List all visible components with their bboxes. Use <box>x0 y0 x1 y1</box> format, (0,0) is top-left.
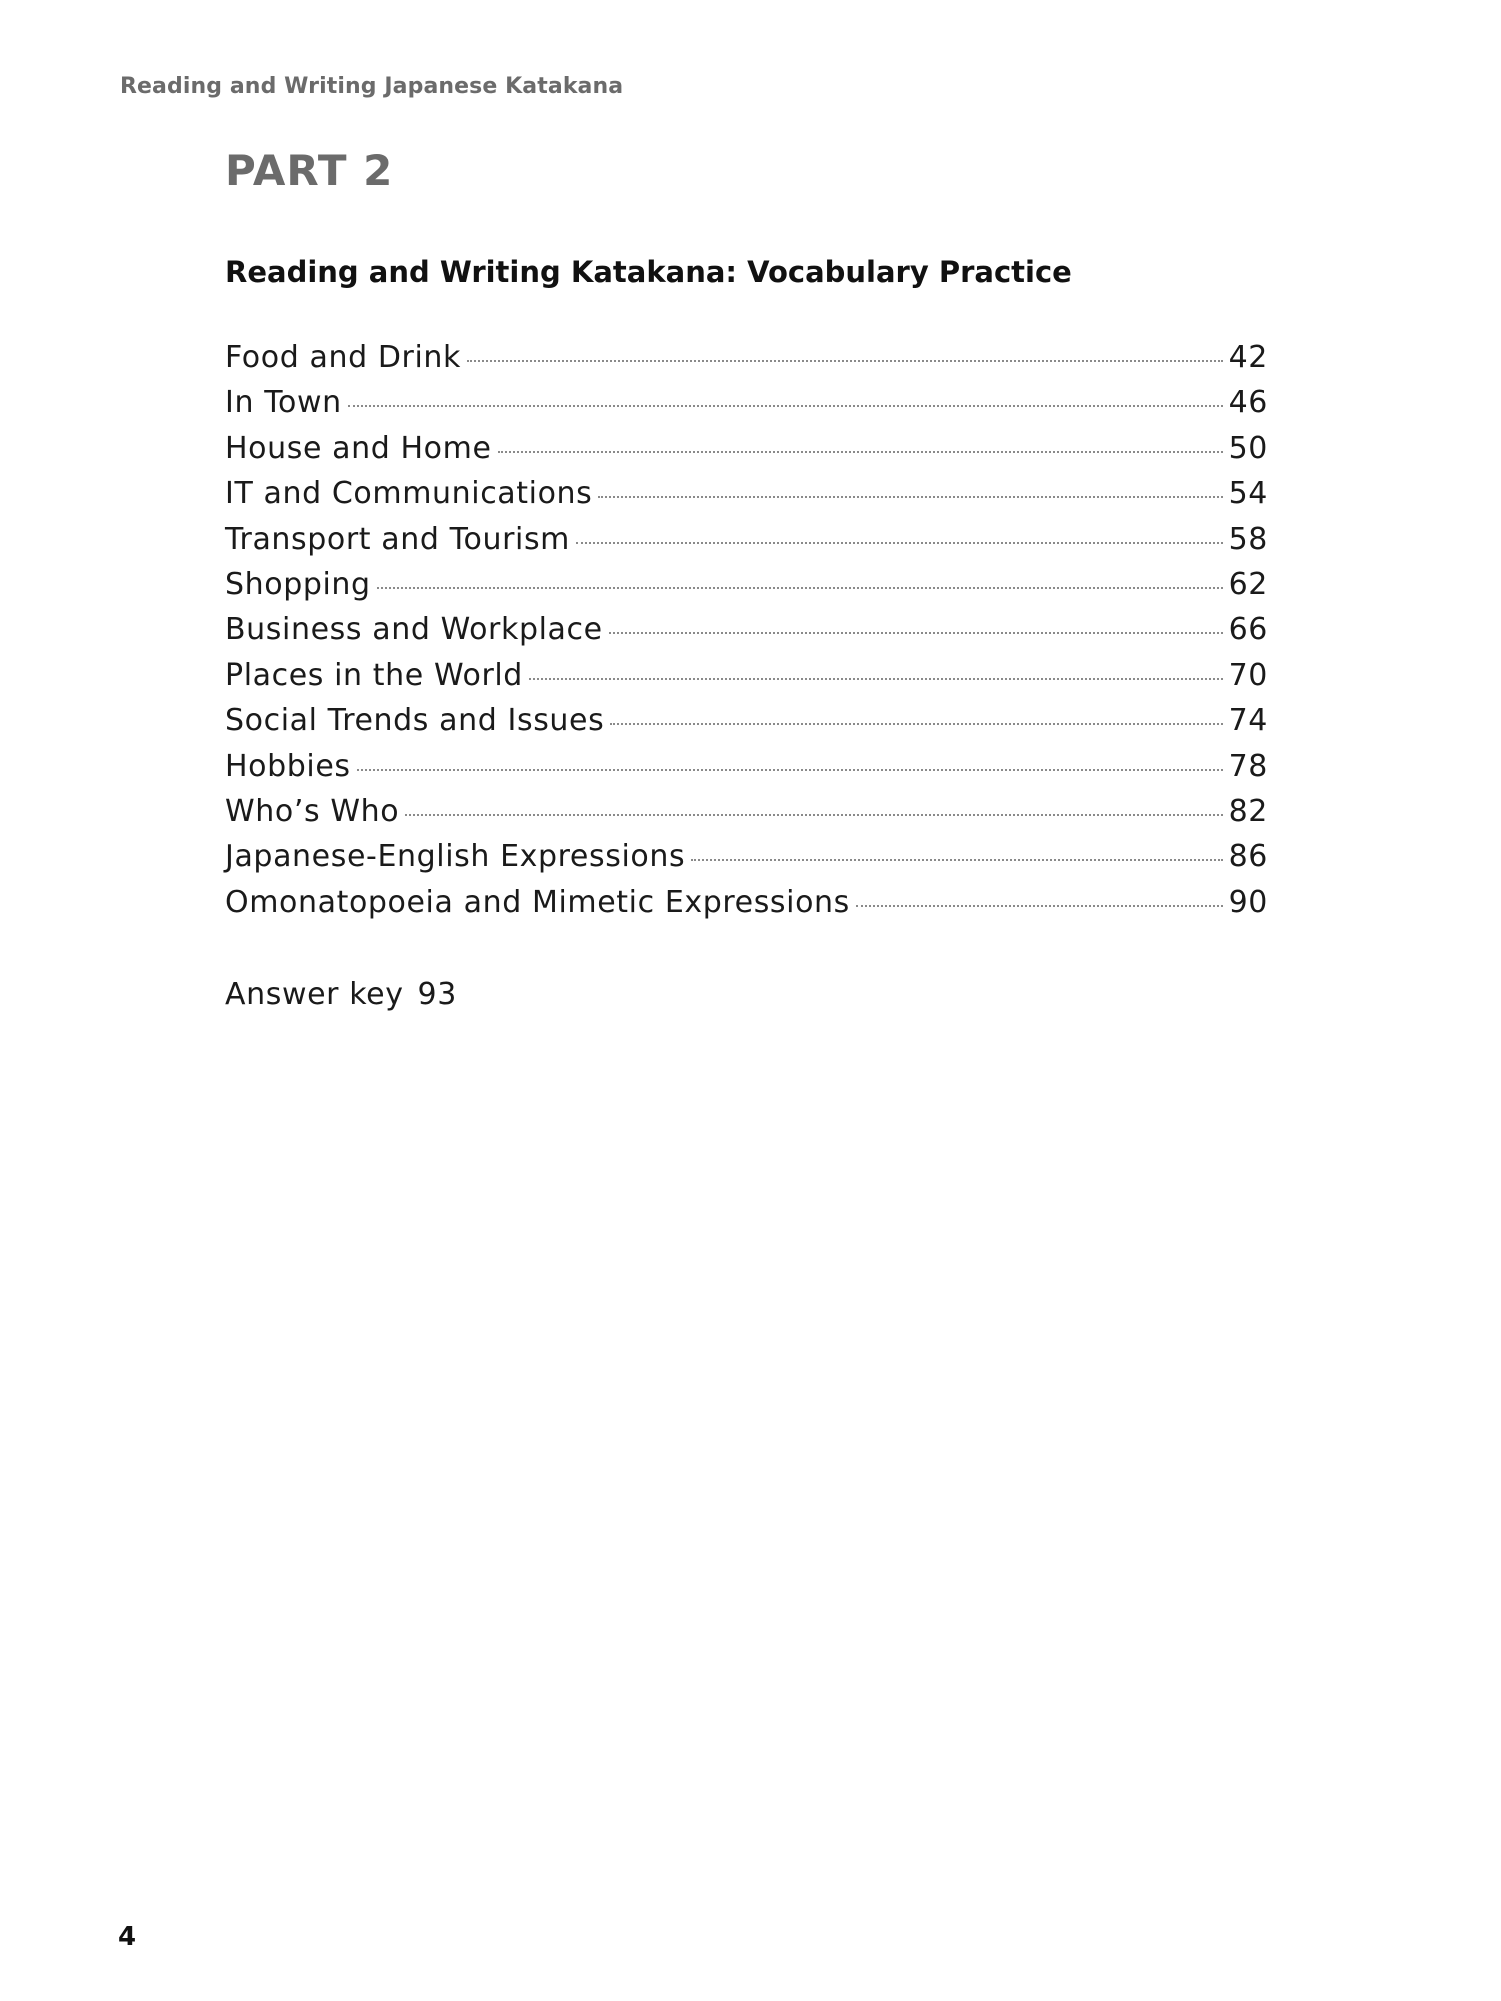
dot-leader <box>405 814 1222 816</box>
toc-entry[interactable] <box>225 340 1268 385</box>
toc-entry[interactable] <box>225 703 1268 748</box>
toc-entry-label: Transport and Tourism <box>225 521 571 557</box>
dot-leader <box>576 542 1223 544</box>
dot-leader <box>348 405 1223 407</box>
toc-entry-page: 42 <box>1228 340 1268 375</box>
dot-leader <box>691 859 1222 861</box>
toc-entry-label: Who’s Who <box>225 793 400 829</box>
toc-entry-label: Food and Drink <box>225 340 462 375</box>
toc-entry[interactable] <box>225 749 1268 794</box>
answer-key-label: Answer key <box>225 977 404 1012</box>
toc-entry-label: Omonatopoeia and Mimetic Expressions <box>225 884 850 920</box>
part-title: PART 2 <box>225 146 394 195</box>
dot-leader <box>598 496 1222 498</box>
table-of-contents <box>225 340 1268 930</box>
toc-entry-page: 86 <box>1228 839 1268 875</box>
toc-entry-page: 70 <box>1228 657 1268 693</box>
toc-entry-page: 54 <box>1228 476 1268 512</box>
toc-entry-page: 74 <box>1228 703 1268 739</box>
toc-entry[interactable] <box>225 431 1268 476</box>
toc-entry[interactable] <box>225 658 1268 703</box>
toc-entry[interactable] <box>225 385 1268 430</box>
toc-entry[interactable] <box>225 839 1268 884</box>
toc-entry-label: Business and Workplace <box>225 612 603 648</box>
running-header: Reading and Writing Japanese Katakana <box>120 74 624 99</box>
dot-leader <box>529 678 1223 680</box>
toc-entry-page: 66 <box>1228 612 1268 648</box>
toc-entry-label: In Town <box>225 385 342 421</box>
toc-entry[interactable] <box>225 885 1268 930</box>
toc-entry[interactable] <box>225 567 1268 612</box>
dot-leader <box>609 632 1223 634</box>
toc-entry-label: Social Trends and Issues <box>225 703 605 739</box>
toc-entry[interactable] <box>225 794 1268 839</box>
toc-entry[interactable] <box>225 522 1268 567</box>
answer-key-page: 93 <box>417 977 457 1012</box>
section-title: Reading and Writing Katakana: Vocabulary Practice <box>225 255 1072 289</box>
dot-leader <box>467 360 1223 362</box>
toc-entry-label: Places in the World <box>225 657 523 693</box>
dot-leader <box>856 905 1223 907</box>
page-number: 4 <box>118 1922 137 1952</box>
toc-entry-label: Japanese-English Expressions <box>225 839 686 875</box>
toc-entry-label: IT and Communications <box>225 476 593 512</box>
dot-leader <box>357 769 1223 771</box>
toc-entry-page: 62 <box>1228 566 1268 602</box>
toc-entry-page: 82 <box>1228 793 1268 829</box>
dot-leader <box>610 723 1222 725</box>
dot-leader <box>377 587 1223 589</box>
toc-entry-label: Hobbies <box>225 748 351 784</box>
dot-leader <box>498 451 1223 453</box>
toc-entry-page: 58 <box>1228 521 1268 557</box>
toc-entry-label: Shopping <box>225 566 371 602</box>
toc-entry-page: 50 <box>1228 430 1268 466</box>
toc-entry-label: House and Home <box>225 430 492 466</box>
answer-key-entry[interactable] <box>225 977 457 1012</box>
toc-entry-page: 90 <box>1228 884 1268 920</box>
toc-entry[interactable] <box>225 476 1268 521</box>
toc-entry-page: 78 <box>1228 748 1268 784</box>
toc-entry-page: 46 <box>1228 385 1268 421</box>
toc-entry[interactable] <box>225 612 1268 657</box>
